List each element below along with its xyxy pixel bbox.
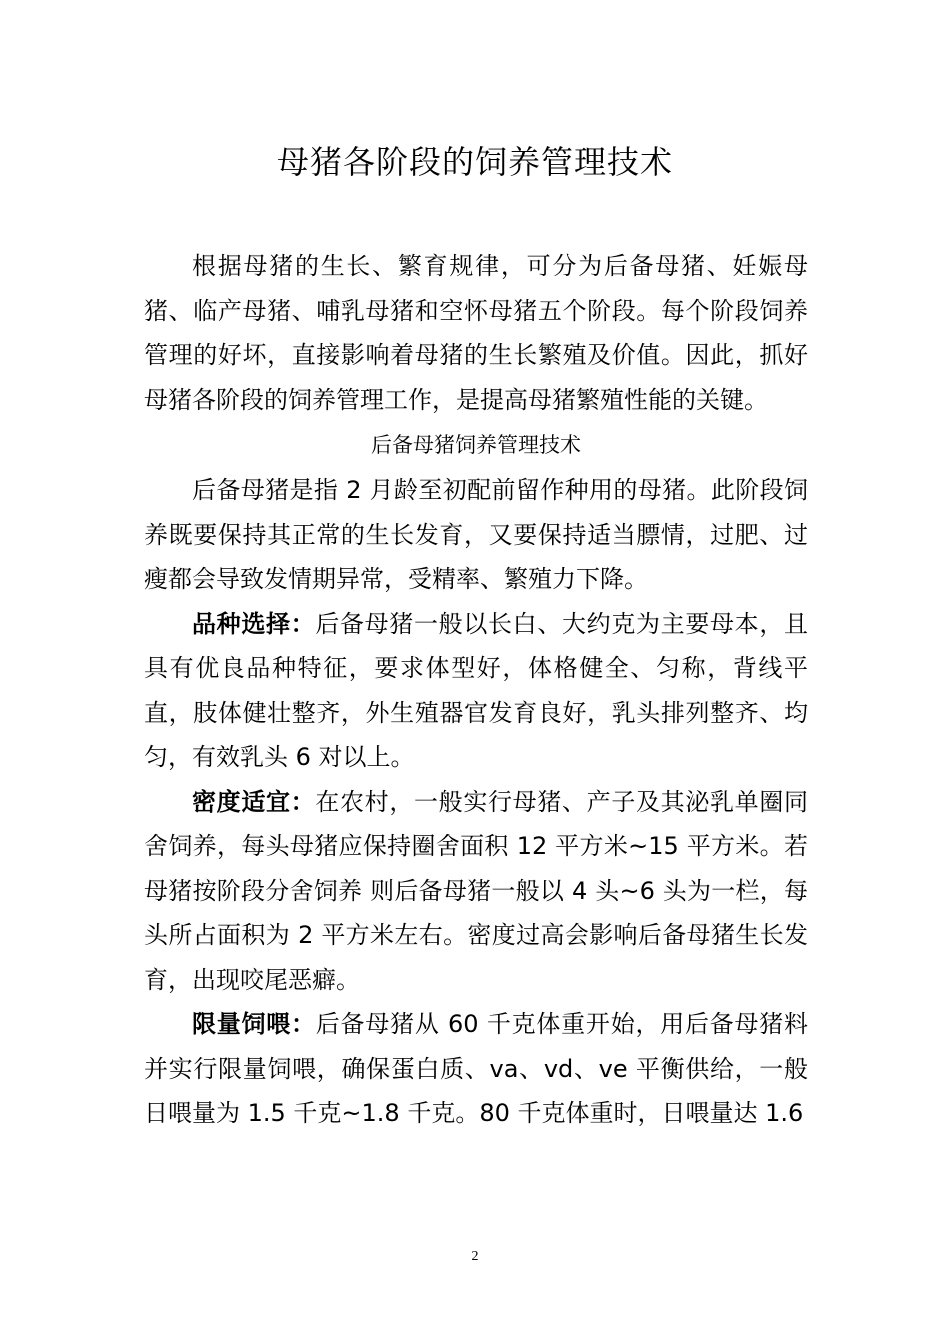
- document-body: [144, 244, 808, 1136]
- section-intro-paragraph: 后备母猪是指 2 月龄至初配前留作种用的母猪。此阶段饲养既要保持其正常的生长发育，又要保持适当膘情，过肥、过瘦都会导致发情期异常，受精率、繁殖力下降。: [144, 476, 808, 593]
- breed-selection-text: 后备母猪一般以长白、大约克为主要母本，且具有优良品种特征，要求体型好，体格健全、匀称，背线平直，肢体健壮整齐，外生殖器官发育良好，乳头排列整齐、均匀，有效乳头 6 对以上。: [144, 609, 809, 771]
- limited-feeding-paragraph: [144, 1002, 808, 1136]
- density-paragraph: [144, 780, 808, 1003]
- intro-paragraph: 根据母猪的生长、繁育规律，可分为后备母猪、妊娠母猪、临产母猪、哺乳母猪和空怀母猪五个阶段。每个阶段饲养管理的好坏，直接影响着母猪的生长繁殖及价值。因此，抓好母猪各阶段的饲养管理工作，是提高母猪繁殖性能的关键。: [144, 252, 808, 414]
- density-label: 密度适宜：: [192, 787, 316, 816]
- document-title: 母猪各阶段的饲养管理技术: [276, 143, 673, 181]
- page-number: 2: [471, 1249, 479, 1264]
- breed-selection-paragraph: [144, 602, 808, 780]
- section-heading: 后备母猪饲养管理技术: [371, 433, 581, 457]
- limited-feeding-label: 限量饲喂：: [192, 1010, 316, 1038]
- breed-selection-label: 品种选择：: [192, 609, 316, 638]
- density-text: 在农村，一般实行母猪、产子及其泌乳单圈同舍饲养，每头母猪应保持圈舍面积 12 平方米~15 平方米。若母猪按阶段分舍饲养 则后备母猪一般以 4 头~6 头为一栏，每头所占面积为 2 平方米左右。密度过高会影响后备母猪生长发育，出现咬尾恶癖。: [144, 787, 809, 994]
- limited-feeding-text: 后备母猪从 60 千克体重开始，用后备母猪料并实行限量饲喂，确保蛋白质、va、vd、ve 平衡供给，一般日喂量为 1.5 千克~1.8 千克。80 千克体重时，日喂量达 1.6: [144, 1010, 809, 1127]
